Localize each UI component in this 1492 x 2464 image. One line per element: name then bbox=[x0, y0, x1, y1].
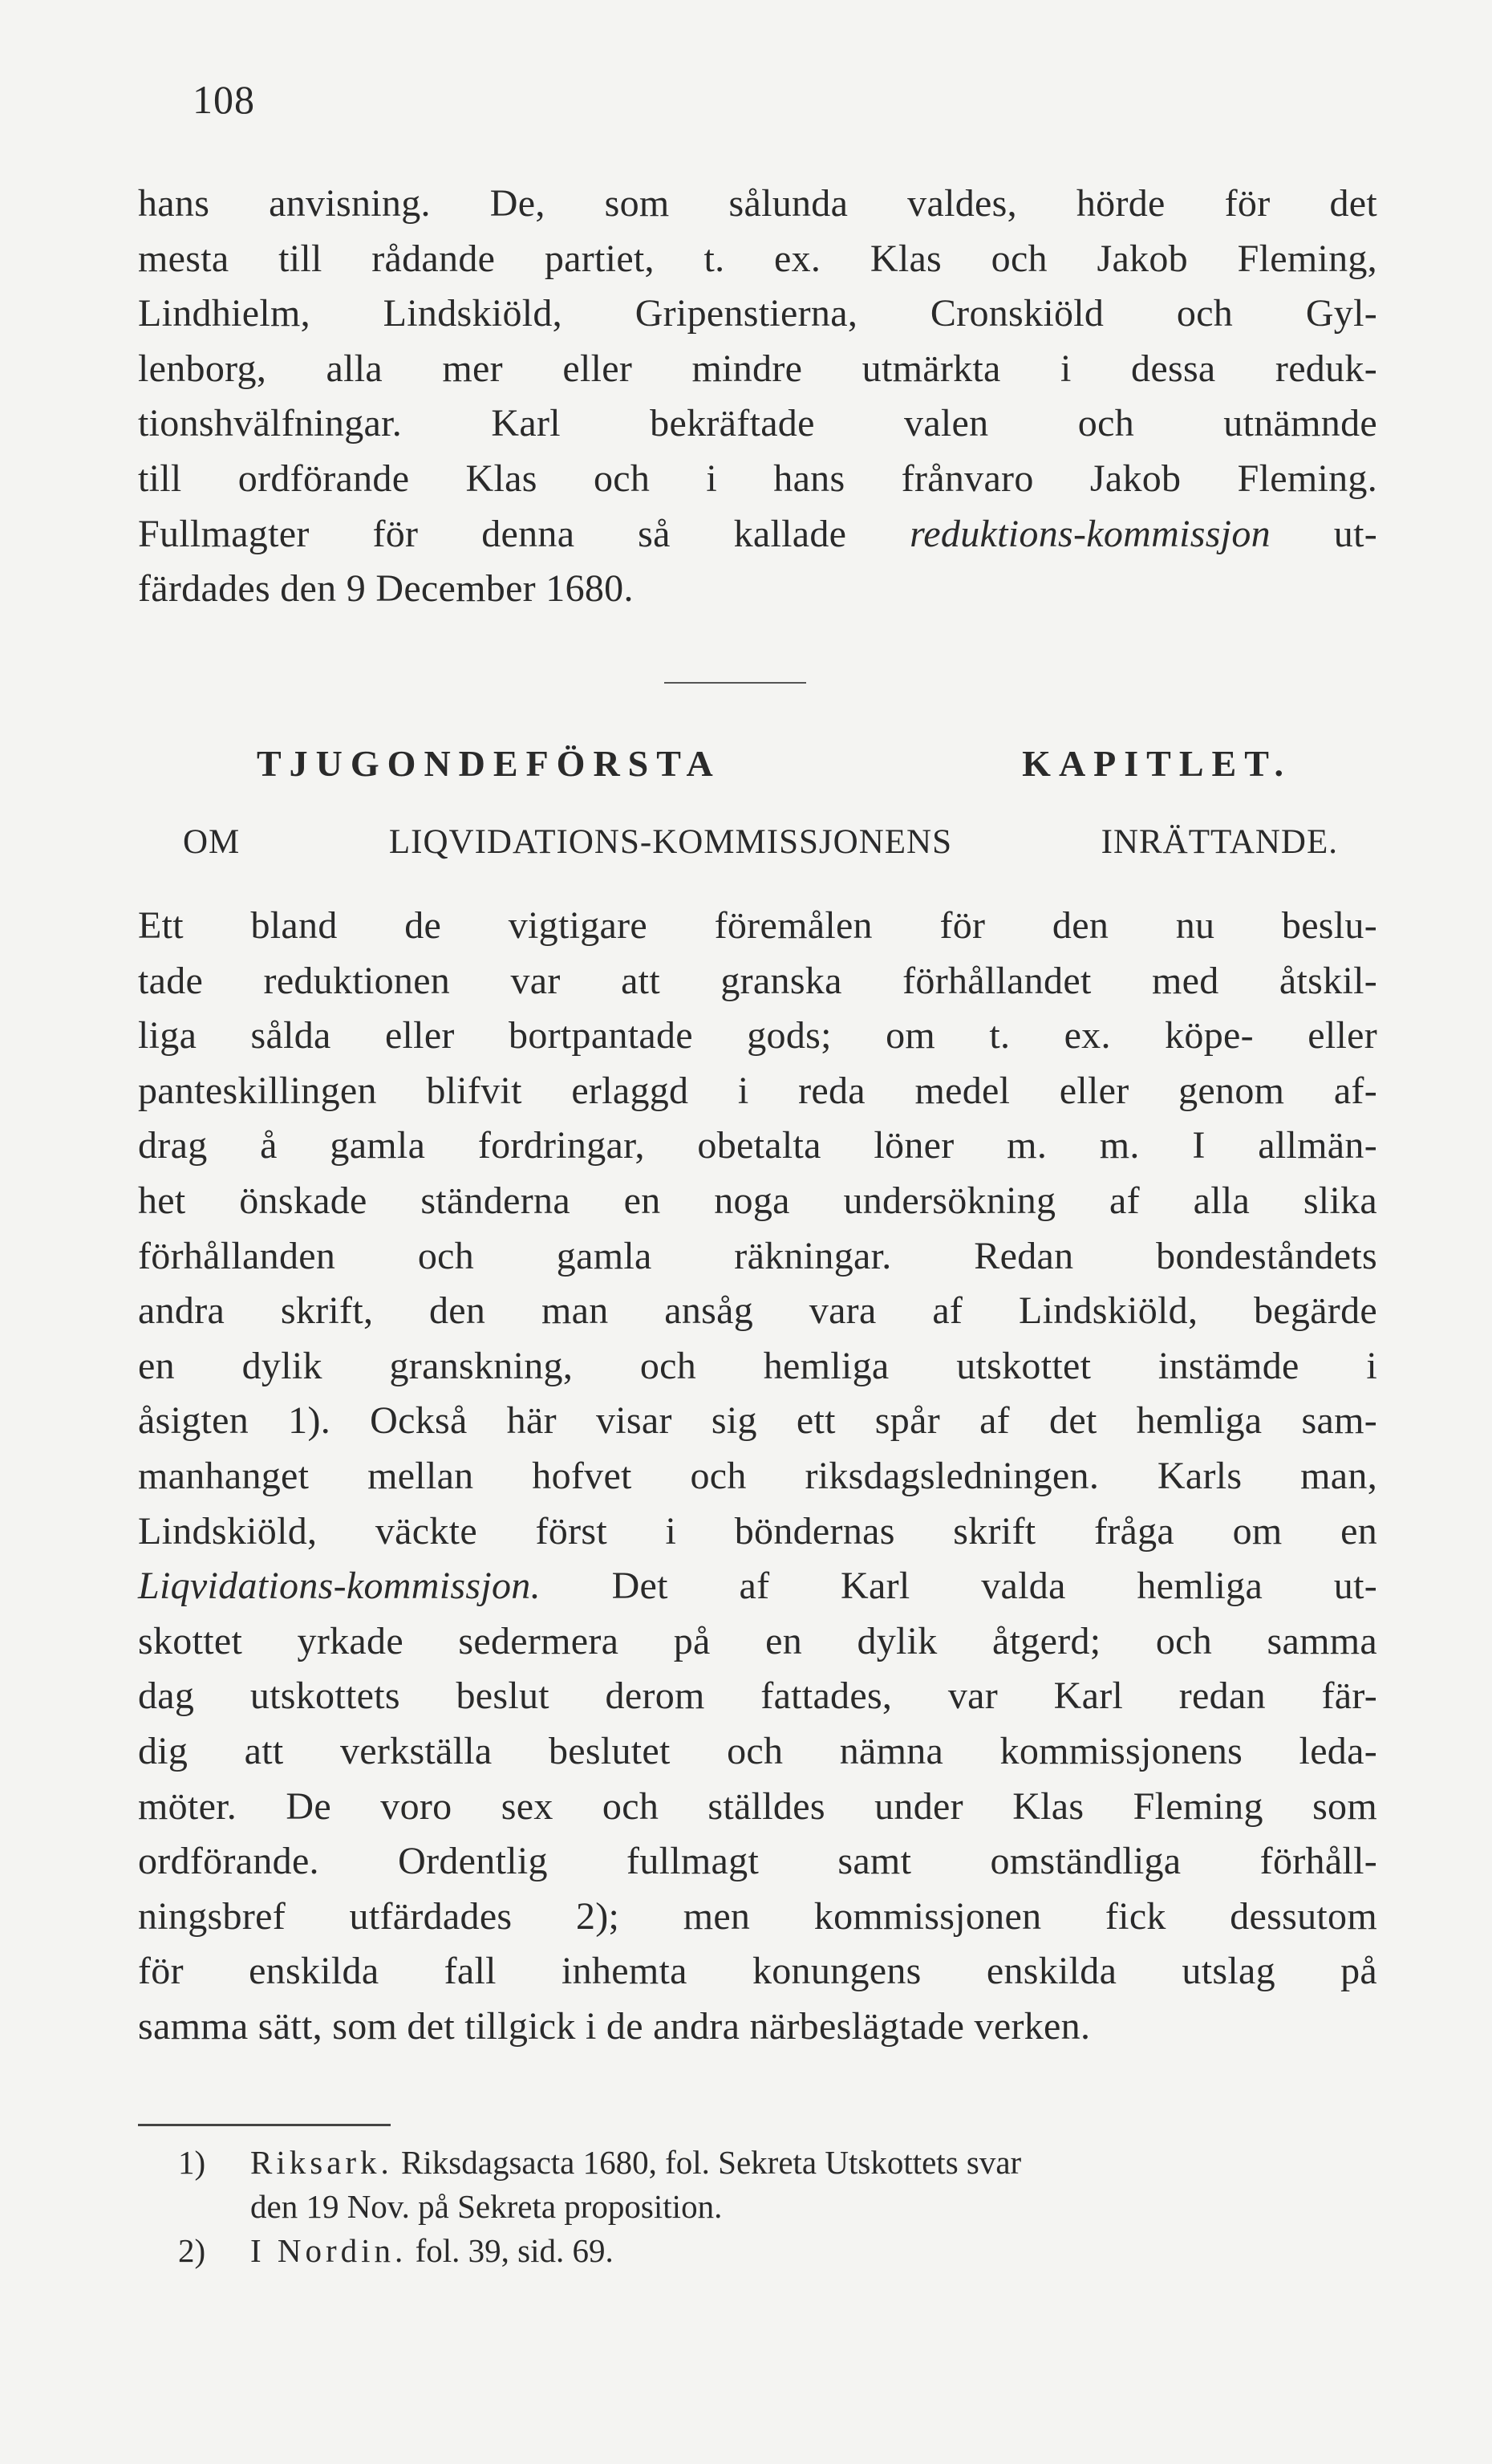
text-line bbox=[138, 1559, 1377, 1614]
text-line: färdades den 9 December 1680. bbox=[138, 567, 634, 611]
text-line: drag å gamla fordringar, obetalta löner m. m. I allmän- bbox=[138, 1124, 1377, 1167]
text-segment: ut- bbox=[1270, 512, 1377, 555]
text-line: andra skrift, den man ansåg vara af Lindskiöld, begärde bbox=[138, 1289, 1377, 1333]
text-line: ningsbref utfärdades 2); men kommissjonen fick dessutom bbox=[138, 1894, 1377, 1938]
italic-term: Liqvidations-kommissjon. bbox=[138, 1565, 541, 1608]
text-line: Lindhielm, Lindskiöld, Gripenstierna, Cronskiöld och Gyl- bbox=[138, 292, 1377, 335]
text-line: Ett bland de vigtigare föremålen för den nu beslu- bbox=[138, 904, 1377, 947]
text-line: skottet yrkade sedermera på en dylik åtgerd; och samma bbox=[138, 1619, 1377, 1662]
text-line: förhållanden och gamla räkningar. Redan bondeståndets bbox=[138, 1234, 1377, 1277]
section-divider bbox=[664, 682, 806, 684]
text-line: tionshvälfningar. Karl bekräftade valen och utnämnde bbox=[138, 402, 1377, 445]
chapter-heading: TJUGONDEFÖRSTA KAPITLET. bbox=[257, 743, 1291, 784]
text-line: manhanget mellan hofvet och riksdagsledningen. Karls man, bbox=[138, 1454, 1377, 1497]
text-line: hans anvisning. De, som sålunda valdes, hörde för det bbox=[138, 182, 1377, 225]
footnotes bbox=[178, 2141, 1381, 2273]
italic-term: reduktions-kommissjon bbox=[910, 512, 1271, 555]
text-line: panteskillingen blifvit erlaggd i reda medel eller genom af- bbox=[138, 1069, 1377, 1112]
paragraph-two bbox=[138, 899, 1377, 2054]
footnote-marker: 2) bbox=[178, 2232, 206, 2269]
text-line: lenborg, alla mer eller mindre utmärkta i dessa reduk- bbox=[138, 347, 1377, 390]
text-line: åsigten 1). Också här visar sig ett spår af det hemliga sam- bbox=[138, 1399, 1377, 1443]
footnote-marker: 1) bbox=[178, 2144, 206, 2181]
footnote-text: Riksdagsacta 1680, fol. Sekreta Utskottets svar bbox=[392, 2144, 1022, 2181]
text-line: tade reduktionen var att granska förhållandet med åtskil- bbox=[138, 959, 1377, 1002]
text-line: Lindskiöld, väckte först i böndernas skrift fråga om en bbox=[138, 1509, 1377, 1553]
footnote-2 bbox=[178, 2229, 1381, 2273]
text-line: möter. De voro sex och ställdes under Klas Fleming som bbox=[138, 1784, 1377, 1828]
text-line: het önskade ständerna en noga undersökning af alla slika bbox=[138, 1179, 1377, 1222]
text-line: ordförande. Ordentlig fullmagt samt omständliga förhåll- bbox=[138, 1840, 1377, 1883]
text-line: liga sålda eller bortpantade gods; om t. ex. köpe- eller bbox=[138, 1014, 1377, 1057]
text-line bbox=[138, 507, 1377, 562]
footnote-text: fol. 39, sid. 69. bbox=[407, 2232, 614, 2269]
footnote-source: Riksark. bbox=[250, 2144, 393, 2181]
chapter-subtitle: OM LIQVIDATIONS-KOMMISSJONENS INRÄTTANDE. bbox=[183, 823, 1338, 861]
footnote-rule bbox=[138, 2124, 391, 2126]
text-segment: Det af Karl valda hemliga ut- bbox=[540, 1565, 1377, 1608]
text-line: dag utskottets beslut derom fattades, var Karl redan fär- bbox=[138, 1674, 1377, 1718]
footnote-1-continuation: den 19 Nov. på Sekreta proposition. bbox=[250, 2188, 723, 2225]
page-number: 108 bbox=[193, 77, 255, 122]
text-line: mesta till rådande partiet, t. ex. Klas och Jakob Fleming, bbox=[138, 237, 1377, 280]
text-line: samma sätt, som det tillgick i de andra närbeslägtade verken. bbox=[138, 2004, 1091, 2048]
text-line: till ordförande Klas och i hans frånvaro Jakob Fleming. bbox=[138, 457, 1377, 500]
text-segment: Fullmagter för denna så kallade bbox=[138, 512, 910, 555]
text-line: för enskilda fall inhemta konungens enskilda utslag på bbox=[138, 1950, 1377, 1993]
text-line: dig att verkställa beslutet och nämna kommissjonens leda- bbox=[138, 1729, 1377, 1772]
footnote-1 bbox=[178, 2141, 1381, 2185]
text-line: en dylik granskning, och hemliga utskottet instämde i bbox=[138, 1344, 1377, 1387]
footnote-source: I Nordin. bbox=[250, 2232, 407, 2269]
paragraph-one bbox=[138, 177, 1377, 617]
